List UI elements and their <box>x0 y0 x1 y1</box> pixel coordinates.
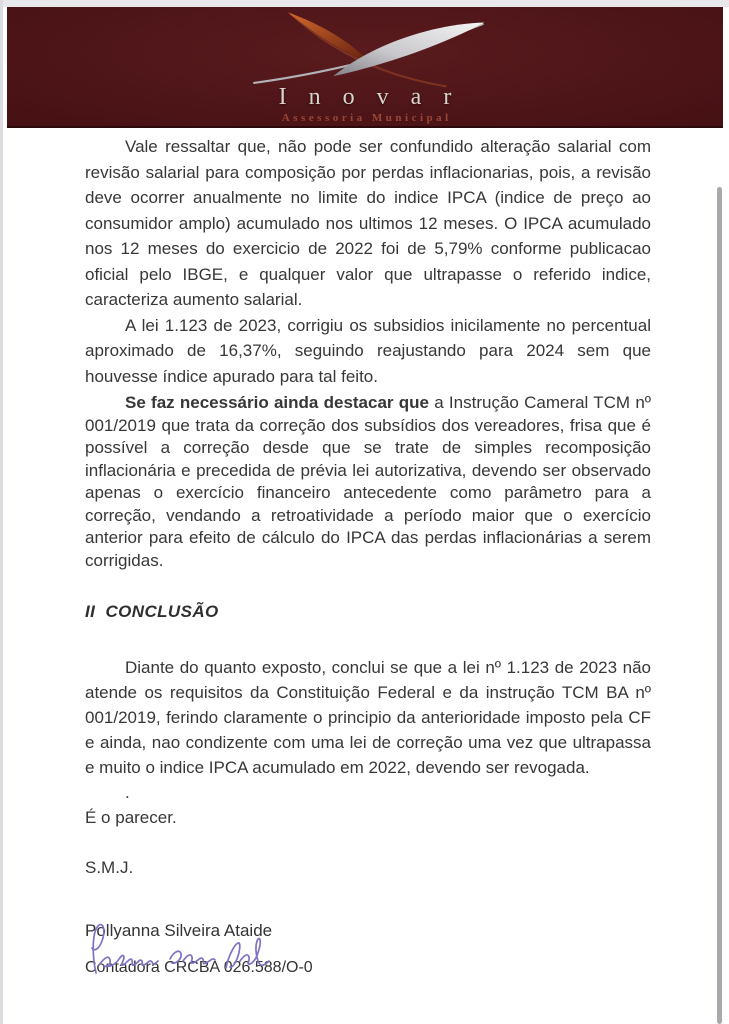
document-body <box>0 128 729 977</box>
window-top-strip <box>0 0 729 7</box>
paragraph-conclusao: Diante do quanto exposto, conclui se que a lei nº 1.123 de 2023 não atende os requisitos da Constituição Federal e da instrução TCM BA nº 001/2019, ferindo claramente o principio da anterioridade imposto pela CF e ainda, nao condizente com uma lei de correção uma vez que ultrapassa e muito o indice IPCA acumulado em 2022, devendo ser revogada. <box>85 658 651 777</box>
brand-tagline: Assessoria Municipal <box>281 112 452 124</box>
signature-block <box>85 921 651 977</box>
signatory-credential: Contadora CRCBA 026.588/O-0 <box>85 959 313 976</box>
letterhead-banner <box>7 7 723 128</box>
paragraph-instrucao-cameral <box>85 392 651 572</box>
paragraph-lei-1123: A lei 1.123 de 2023, corrigiu os subsidios inicilamente no percentual aproximado de 16,37%, seguindo reajustando para 2024 sem que houvesse índice apurado para tal feito. <box>85 315 651 386</box>
signatory-name: Pollyanna Silveira Ataide <box>85 921 273 940</box>
closing-line: É o parecer. <box>85 808 177 827</box>
smj-line: S.M.J. <box>85 858 134 877</box>
section-heading-conclusao: II CONCLUSÃO <box>85 602 219 621</box>
paragraph-lead-rest: a Instrução Cameral TCM nº 001/2019 que trata da correção dos subsídios dos vereadores, frisa que é possível a correção desde que se trate de simples recomposição inflacionária e precedida de prévia lei autorizativa, devendo ser observado apenas o exercício financeiro antecedente como parâmetro para a correção, vendando a retroatividade a período maior que o exercício anterior para efeito de cálculo do IPCA das perdas inflacionárias a serem corrigidas. <box>85 393 651 570</box>
paragraph-lead-bold: Se faz necessário ainda destacar que <box>125 393 429 412</box>
scrollbar-thumb[interactable] <box>717 187 722 1024</box>
stray-dot-line: . <box>125 783 130 802</box>
paragraph-revisao-salarial: Vale ressaltar que, não pode ser confundido alteração salarial com revisão salarial para composição por perdas inflacionarias, pois, a revisão deve ocorrer anualmente no limite do indice IPCA (indice de preço ao consumidor amplo) acumulado nos ultimos 12 meses. O IPCA acumulado nos 12 meses do exercicio de 2022 foi de 5,79% conforme publicacao oficial pelo IBGE, e qualquer valor que ultrapasse o referido indice, caracteriza aumento salarial. <box>85 137 651 309</box>
brand-name: Inovar <box>278 84 474 110</box>
inovar-swoosh-logo-icon <box>200 9 530 93</box>
